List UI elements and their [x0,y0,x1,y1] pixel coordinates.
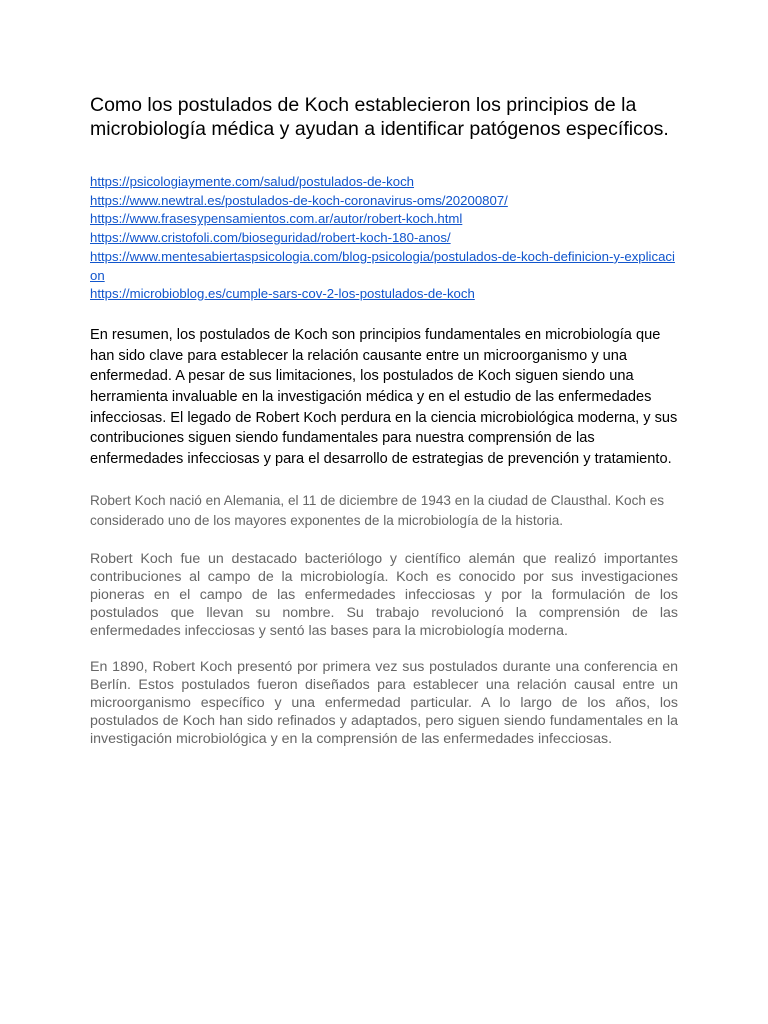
reference-link[interactable]: https://psicologiaymente.com/salud/postulados-de-koch [90,174,415,189]
birth-note: Robert Koch nació en Alemania, el 11 de diciembre de 1943 en la ciudad de Clausthal. Koch es considerado uno de los mayores exponentes de la microbiología de la historia. [90,492,665,528]
reference-link[interactable]: https://www.frasesypensamientos.com.ar/autor/robert-koch.html [90,211,463,227]
reference-link[interactable]: https://www.cristofoli.com/bioseguridad/robert-koch-180-anos/ [90,230,451,246]
summary-paragraph: En resumen, los postulados de Koch son principios fundamentales en microbiología que han sido clave para establecer la relación causante entre un microorganismo y una enfermedad. A pesar de sus limitaciones, los postulados de Koch siguen siendo una herramienta invaluable en la investigación médica y en el estudio de las enfermedades infecciosas. El legado de Robert Koch perdura en la ciencia microbiológica moderna, y sus contribuciones siguen siendo fundamentales para nuestra comprensión de las enfermedades infecciosas y para el desarrollo de estrategias de prevención y tratamiento. [90,326,678,468]
reference-link[interactable]: https://www.newtral.es/postulados-de-koch-coronavirus-oms/20200807/ [90,192,508,208]
reference-links [90,173,680,304]
reference-link[interactable]: https://microbioblog.es/cumple-sars-cov-2-los-postulados-de-koch [90,286,475,302]
biography-paragraph: Robert Koch fue un destacado bacteriólogo y científico alemán que realizó importantes contribuciones al campo de la microbiología. Koch es conocido por sus investigaciones pioneras en el campo de las enfermedades infecciosas y por la formulación de los postulados que llevan su nombre. Su trabajo revolucionó la comprensión de las enfermedades infecciosas y sentó las bases para la microbiología moderna. [90,550,678,639]
document-title: Como los postulados de Koch establecieron los principios de la microbiología médica y ayudan a identificar patógenos específicos. [90,94,669,140]
postulates-history-paragraph: En 1890, Robert Koch presentó por primera vez sus postulados durante una conferencia en Berlín. Estos postulados fueron diseñados para establecer una relación causal entre un microorganismo específico y una enfermedad particular. A lo largo de los años, los postulados de Koch han sido refinados y adaptados, pero siguen siendo fundamentales en la investigación microbiológica y en la comprensión de las enfermedades infecciosas. [90,658,678,747]
reference-link[interactable]: https://www.mentesabiertaspsicologia.com/blog-psicologia/postulados-de-koch-definicion-y-explicacion [90,248,675,283]
